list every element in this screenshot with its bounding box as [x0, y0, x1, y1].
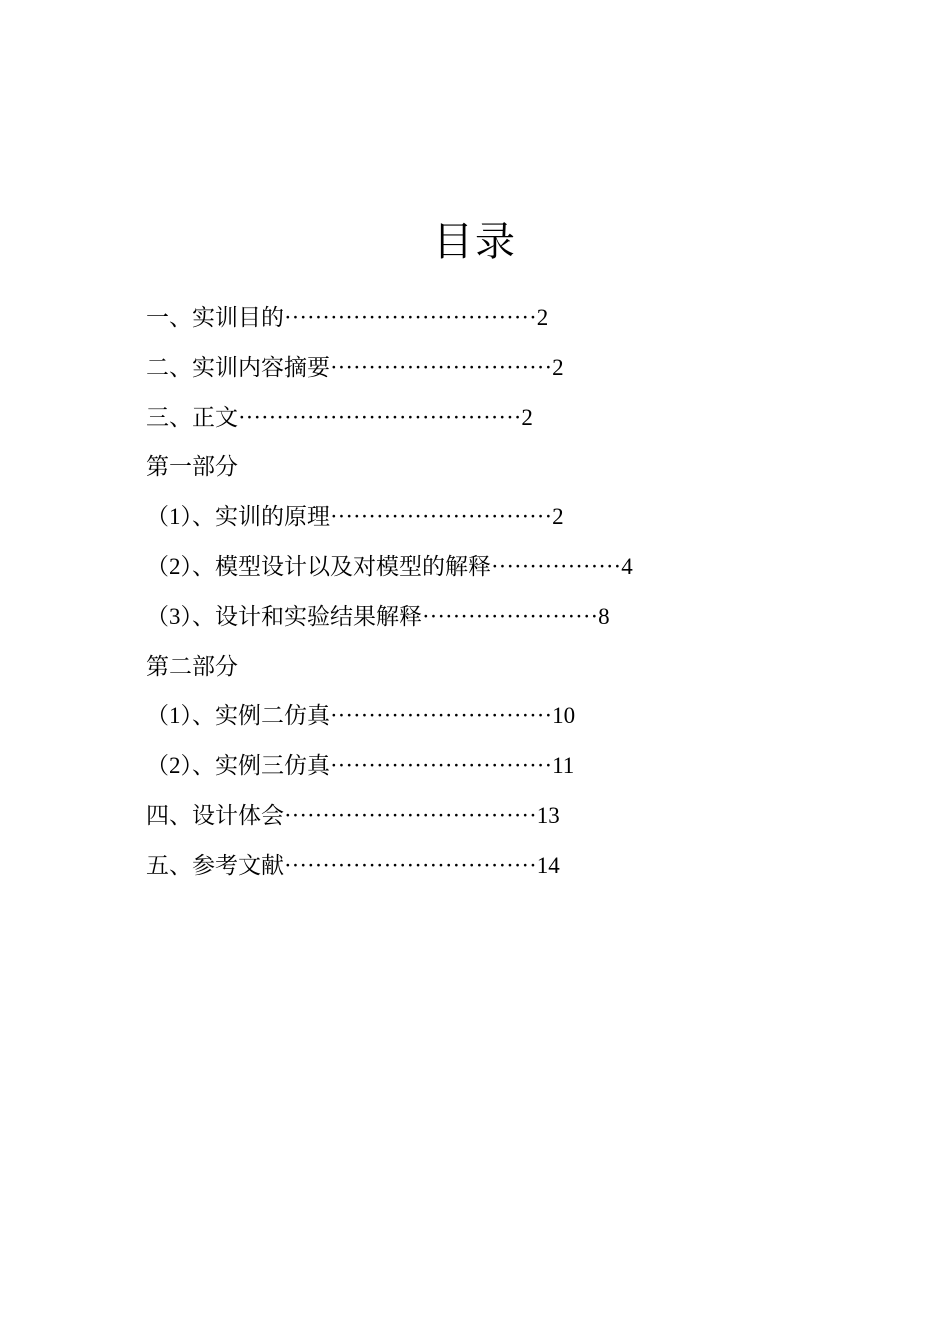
toc-entry-leader: ································· [284, 305, 537, 330]
toc-entry-label: （2）、模型设计以及对模型的解释 [146, 553, 491, 579]
toc-entry-leader: ····································· [238, 404, 522, 430]
toc-entry-page: 11 [552, 753, 575, 779]
toc-entry-label: 第一部分 [146, 454, 238, 480]
toc-section-heading [146, 449, 846, 499]
toc-entry-leader: ····························· [330, 753, 553, 779]
toc-entry [146, 549, 846, 599]
toc-entry [146, 300, 846, 350]
toc-entry-page: 4 [621, 553, 633, 579]
toc-entry-leader: ················· [491, 553, 622, 579]
toc-entry [146, 599, 846, 649]
toc-entry [146, 748, 846, 798]
toc-list [146, 300, 846, 898]
toc-entry-label: 第二部分 [146, 653, 238, 679]
toc-entry-label: 二、实训内容摘要 [146, 354, 330, 380]
toc-entry-label: 四、设计体会 [146, 802, 284, 828]
toc-entry-label: （1）、实例二仿真 [146, 703, 330, 729]
toc-entry [146, 400, 846, 450]
toc-entry-label: 三、正文 [146, 404, 238, 430]
toc-entry-page: 2 [521, 404, 533, 430]
toc-entry-label: （1）、实训的原理 [146, 504, 330, 530]
toc-entry-label: 一、实训目的 [146, 305, 284, 330]
toc-entry-label: （3）、设计和实验结果解释 [146, 603, 422, 629]
toc-entry-page: 10 [552, 703, 576, 729]
toc-entry [146, 499, 846, 549]
toc-entry-leader: ····························· [330, 354, 553, 380]
toc-entry-label: （2）、实例三仿真 [146, 753, 330, 779]
toc-title: 目录 [433, 219, 517, 264]
toc-entry-page: 13 [536, 802, 560, 828]
toc-entry [146, 848, 846, 898]
toc-entry-leader: ······················· [422, 603, 599, 629]
toc-entry-page: 14 [536, 852, 560, 878]
toc-entry-leader: ································· [284, 802, 537, 828]
toc-entry-label: 五、参考文献 [146, 852, 284, 878]
toc-entry-page: 2 [552, 354, 564, 380]
toc-entry-leader: ····························· [330, 504, 553, 530]
toc-entry-leader: ································· [284, 852, 537, 878]
toc-entry [146, 798, 846, 848]
toc-entry-page: 2 [536, 305, 549, 330]
toc-entry-leader: ····························· [330, 703, 553, 729]
toc-entry-page: 8 [598, 603, 610, 629]
toc-entry-page: 2 [552, 504, 564, 530]
toc-entry [146, 350, 846, 400]
toc-section-heading [146, 649, 846, 699]
toc-entry [146, 698, 846, 748]
